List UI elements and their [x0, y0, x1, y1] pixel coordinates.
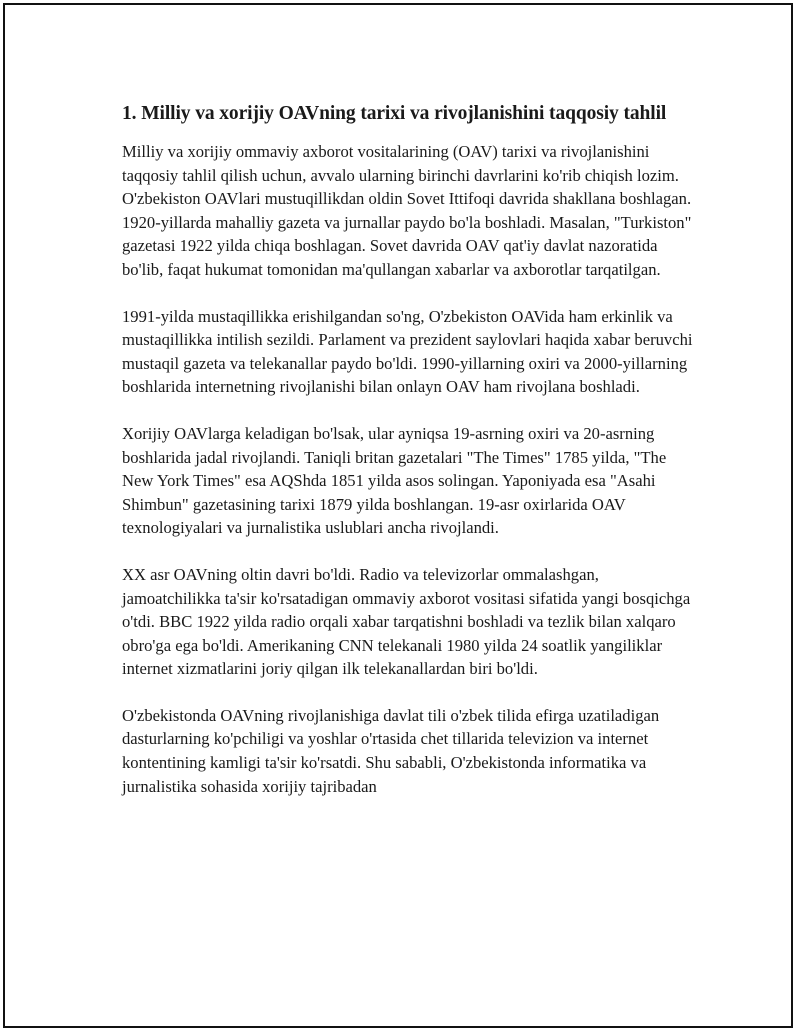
paragraph-uzbekistan-development: O'zbekistonda OAVning rivojlanishiga davlat tili o'zbek tilida efirga uzatiladigan dasturlarning ko'pchiligi va yoshlar o'rtasida chet tillarida televizion va internet kontentining kamligi ta'sir ko'rsatdi. Shu sababli, O'zbekistonda informatika va jurnalistika sohasida xorijiy tajribadan: [122, 705, 660, 796]
paragraph-twentieth-century: XX asr OAVning oltin davri bo'ldi. Radio va televizorlar ommalashgan, jamoatchilikka ta'sir ko'rsatadigan ommaviy axborot vositasi sifatida yangi bosqichga o'tdi. BBC 1922 yilda radio orqali xabar tarqatishni boshladi va tezlik bilan xalqaro obro'ga ega bo'ldi. Amerikaning CNN telekanali 1980 yilda 24 soatlik yangiliklar internet xizmatlarini joriy qilgan ilk telekanallardan biri bo'ldi.: [122, 564, 691, 679]
section-heading: 1. Milliy va xorijiy OAVning tarixi va rivojlanishini taqqosiy tahlil: [122, 103, 667, 124]
paragraph-foreign-media: Xorijiy OAVlarga keladigan bo'lsak, ular ayniqsa 19-asrning oxiri va 20-asrning boshlarida jadal rivojlandi. Taniqli britan gazetalari "The Times" 1785 yilda, "The New York Times" esa AQShda 1851 yilda asos solingan. Yaponiyada esa "Asahi Shimbun" gazetasining tarixi 1879 yilda boshlangan. 19-asr oxirlarida OAV texnologiyalari va jurnalistika uslublari ancha rivojlandi.: [122, 423, 667, 538]
document-body: [122, 101, 697, 821]
page: [3, 3, 793, 1028]
paragraph-independence: 1991-yilda mustaqillikka erishilgandan so'ng, O'zbekiston OAVida ham erkinlik va mustaqillikka intilish sezildi. Parlament va prezident saylovlari haqida xabar beruvchi mustaqil gazeta va telekanallar paydo bo'ldi. 1990-yillarning oxiri va 2000-yillarning boshlarida internetning rivojlanishi bilan onlayn OAV ham rivojlana boshladi.: [122, 306, 693, 397]
paragraph-soviet-era: Milliy va xorijiy ommaviy axborot vositalarining (OAV) tarixi va rivojlanishini taqqosiy tahlil qilish uchun, avvalo ularning birinchi davrlarini ko'rib chiqish lozim. O'zbekiston OAVlari mustuqillikdan oldin Sovet Ittifoqi davrida shakllana boshlagan. 1920-yillarda mahalliy gazeta va jurnallar paydo bo'la boshladi. Masalan, "Turkiston" gazetasi 1922 yilda chiqa boshlagan. Sovet davrida OAV qat'iy davlat nazoratida bo'lib, faqat hukumat tomonidan ma'qullangan xabarlar va axborotlar tarqatilgan.: [122, 142, 692, 279]
